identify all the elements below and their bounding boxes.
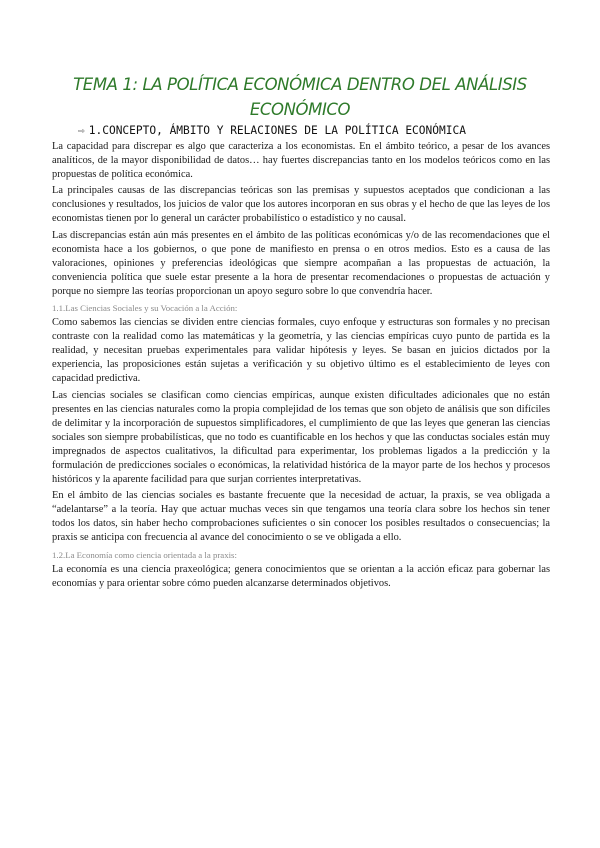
document-title: TEMA 1: LA POLÍTICA ECONÓMICA DENTRO DEL ANÁLISIS ECONÓMICO	[73, 75, 527, 119]
paragraph: La economía es una ciencia praxeológica; genera conocimientos que se orientan a la acción eficaz para gobernar las economías y para orientar sobre cómo pueden alcanzarse determinados objetivos.	[52, 563, 550, 589]
subheading-1-1: 1.1.Las Ciencias Sociales y su Vocación a la Acción:	[52, 303, 238, 314]
document-body	[52, 140, 550, 593]
paragraph: Las ciencias sociales se clasifican como ciencias empíricas, aunque existen dificultades adicionales que no están presentes en las ciencias naturales como la propia complejidad de los temas que son objeto de análisis que son difíciles de delimitar y la incorporación de supuestos simplificadores, el cumplimiento de que las leyes que generan las ciencias sociales son siempre probabilísticas, que no todo es cuantificable en los hechos y que las conductas sociales están muy impregnados de aspectos cualitativos, la dificultad para experimentar, los problemas ligados a la predicción y la formulación de predicciones sociales o económicas, la relatividad histórica de la mayor parte de los hechos y procesos históricos y la aparente facilidad para que surjan corrientes interpretativas.	[52, 389, 550, 486]
arrow-right-icon: ⇨	[78, 124, 85, 137]
section-heading-text: 1.CONCEPTO, ÁMBITO Y RELACIONES DE LA POLÍTICA ECONÓMICA	[88, 124, 466, 137]
paragraph: La principales causas de las discrepancias teóricas son las premisas y supuestos aceptados que condicionan a las conclusiones y resultados, los juicios de valor que los autores incorporan en sus obras y el hecho de que las leyes de los economistas tienen por lo general un carácter probabilístico o estadístico y no causal.	[52, 185, 550, 225]
subheading-1-2: 1.2.La Economía como ciencia orientada a la praxis:	[52, 549, 237, 560]
paragraph: Las discrepancias están aún más presentes en el ámbito de las políticas económicas y/o de las recomendaciones que el economista hace a los gobiernos, o que pone de manifiesto en prensa o en otros medios. Esto es a causa de las valoraciones, opiniones y preferencias ideológicas que siempre acompañan a las propuestas de actuación, la conveniencia política que suele estar presente a la hora de presentar recomendaciones o propuestas de actuación y porque no siempre las teorías proporcionan un apoyo seguro sobre lo que convendría hacer.	[52, 229, 550, 297]
paragraph: En el ámbito de las ciencias sociales es bastante frecuente que la necesidad de actuar, la praxis, se vea obligada a “adelantarse” a la teoría. Hay que actuar muchas veces sin que tengamos una teoría clara sobre los hechos sin tener todos los datos, sin haber hecho comprobaciones suficientes o sin conocer los posibles resultados o consecuencias; la praxis se anticipa con frecuencia al avance del conocimiento o se ve obligada a ello.	[52, 490, 550, 544]
section-heading	[78, 123, 466, 139]
paragraph: Como sabemos las ciencias se dividen entre ciencias formales, cuyo enfoque y estructuras son formales y no precisan contraste con la realidad como las matemáticas y la geometría, y las ciencias empíricas cuyo punto de partida es la realidad, y necesitan pruebas experimentales para validar hipótesis y leyes. Se basan en juicios dictados por la experiencia, las proposiciones están sujetas a verificación y su objetivo último es el establecimiento de leyes con capacidad predictiva.	[52, 317, 550, 385]
paragraph: La capacidad para discrepar es algo que caracteriza a los economistas. En el ámbito teórico, a pesar de los avances analíticos, de la mayor disponibilidad de datos… hay fuertes discrepancias tanto en los modelos teóricos como en las propuestas de política económica.	[52, 141, 550, 181]
